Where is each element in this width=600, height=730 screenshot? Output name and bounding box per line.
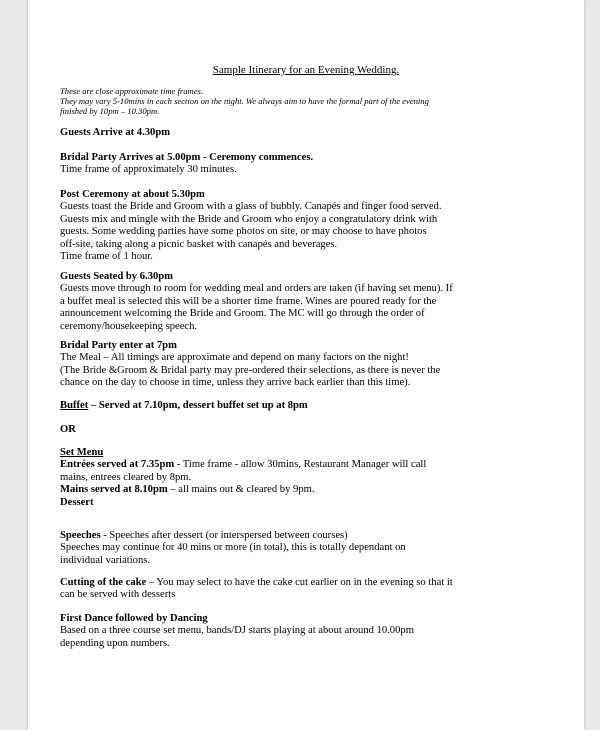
cake-label: Cutting of the cake	[60, 577, 147, 588]
cake-text: can be served with desserts	[60, 589, 176, 601]
set-menu-heading: Set Menu	[60, 447, 104, 458]
guests-seated-text: Guests move through to room for wedding meal and orders are taken (if having set menu). If	[60, 283, 453, 295]
bridal-arrives-section	[60, 152, 560, 177]
speeches-text: Speeches may continue for 40 mins or more (in total), this is totally dependant on	[60, 542, 406, 554]
post-ceremony-text: Guests mix and mingle with the Bride and Groom who enjoy a congratulatory drink with	[60, 213, 438, 225]
bridal-enter-text: chance on the day to choose in time, unless they arrive back earlier than this time).	[60, 377, 411, 389]
cake-text: – You may select to have the cake cut earlier on in the evening so that it	[146, 577, 453, 588]
document-title: Sample Itinerary for an Evening Wedding.	[212, 64, 400, 76]
guests-seated-text: ceremony/housekeeping speech.	[60, 320, 198, 332]
entrees-text: mains, entrees cleared by 8pm.	[60, 471, 192, 483]
document-page	[28, 0, 584, 730]
guests-seated-text: announcement welcoming the Bride and Groom. The MC will go through the order of	[60, 308, 425, 320]
post-ceremony-text: Guests toast the Bride and Groom with a glass of bubbly. Canapés and finger food served.	[60, 201, 442, 213]
entrees-label: Entrées served at 7.35pm	[60, 459, 175, 471]
post-ceremony-text: off-site, taking along a picnic basket with canapés and beverages.	[60, 238, 338, 250]
cake-section	[60, 577, 560, 602]
first-dance-text: Based on a three course set menu, bands/DJ starts playing at about around 10.00pm	[60, 625, 414, 637]
bridal-enter-section	[60, 340, 560, 390]
post-ceremony-text: Time frame of 1 hour.	[60, 251, 153, 263]
mains-label: Mains served at 8.10pm	[60, 484, 168, 496]
set-menu-section	[60, 447, 560, 509]
buffet-line	[60, 400, 560, 412]
intro-line: They may vary 5-10mins in each section on the night. We always aim to have the formal part of the evening	[60, 96, 429, 106]
guests-seated-heading: Guests Seated by 6.30pm	[60, 271, 174, 282]
or-divider: OR	[60, 424, 76, 435]
first-dance-section	[60, 613, 560, 650]
speeches-text: individual variations.	[60, 554, 151, 566]
mains-text: – all mains out & cleared by 9pm.	[167, 484, 315, 496]
bridal-enter-heading: Bridal Party enter at 7pm	[60, 340, 177, 351]
dessert-label: Dessert	[60, 496, 94, 508]
speeches-label: Speeches	[60, 530, 101, 541]
bridal-enter-text: The Meal – All timings are approximate and depend on many factors on the night!	[60, 352, 409, 364]
post-ceremony-text: guests. Some wedding parties have some photos on site, or may choose to have photos	[60, 226, 427, 238]
entrees-text: - Time frame - allow 30mins, Restaurant Manager will call	[174, 459, 427, 471]
first-dance-text: depending upon numbers.	[60, 637, 170, 649]
guests-seated-text: a buffet meal is selected this will be a shorter time frame. Wines are poured ready for the	[60, 295, 437, 307]
bridal-arrives-text: Time frame of approximately 30 minutes.	[60, 164, 237, 176]
buffet-label: Buffet	[60, 400, 89, 411]
bridal-enter-text: (The Bride &Groom & Bridal party may pre-ordered their selections, as there is never the	[60, 364, 441, 376]
first-dance-heading: First Dance followed by Dancing	[60, 613, 208, 624]
speeches-section	[60, 530, 560, 567]
post-ceremony-section	[60, 189, 560, 263]
intro-line: finished by 10pm – 10.30pm.	[60, 106, 160, 116]
guests-arrive-heading: Guests Arrive at 4.30pm	[60, 127, 171, 138]
bridal-arrives-heading: Bridal Party Arrives at 5.00pm - Ceremony commences.	[60, 152, 314, 163]
post-ceremony-heading: Post Ceremony at about 5.30pm	[60, 189, 205, 200]
intro-note	[60, 86, 560, 116]
buffet-text: – Served at 7.10pm, dessert buffet set up at 8pm	[88, 400, 308, 411]
speeches-text: - Speeches after dessert (or interspersed between courses)	[100, 530, 348, 541]
intro-line: These are close approximate time frames.	[60, 86, 204, 96]
guests-seated-section	[60, 271, 560, 333]
